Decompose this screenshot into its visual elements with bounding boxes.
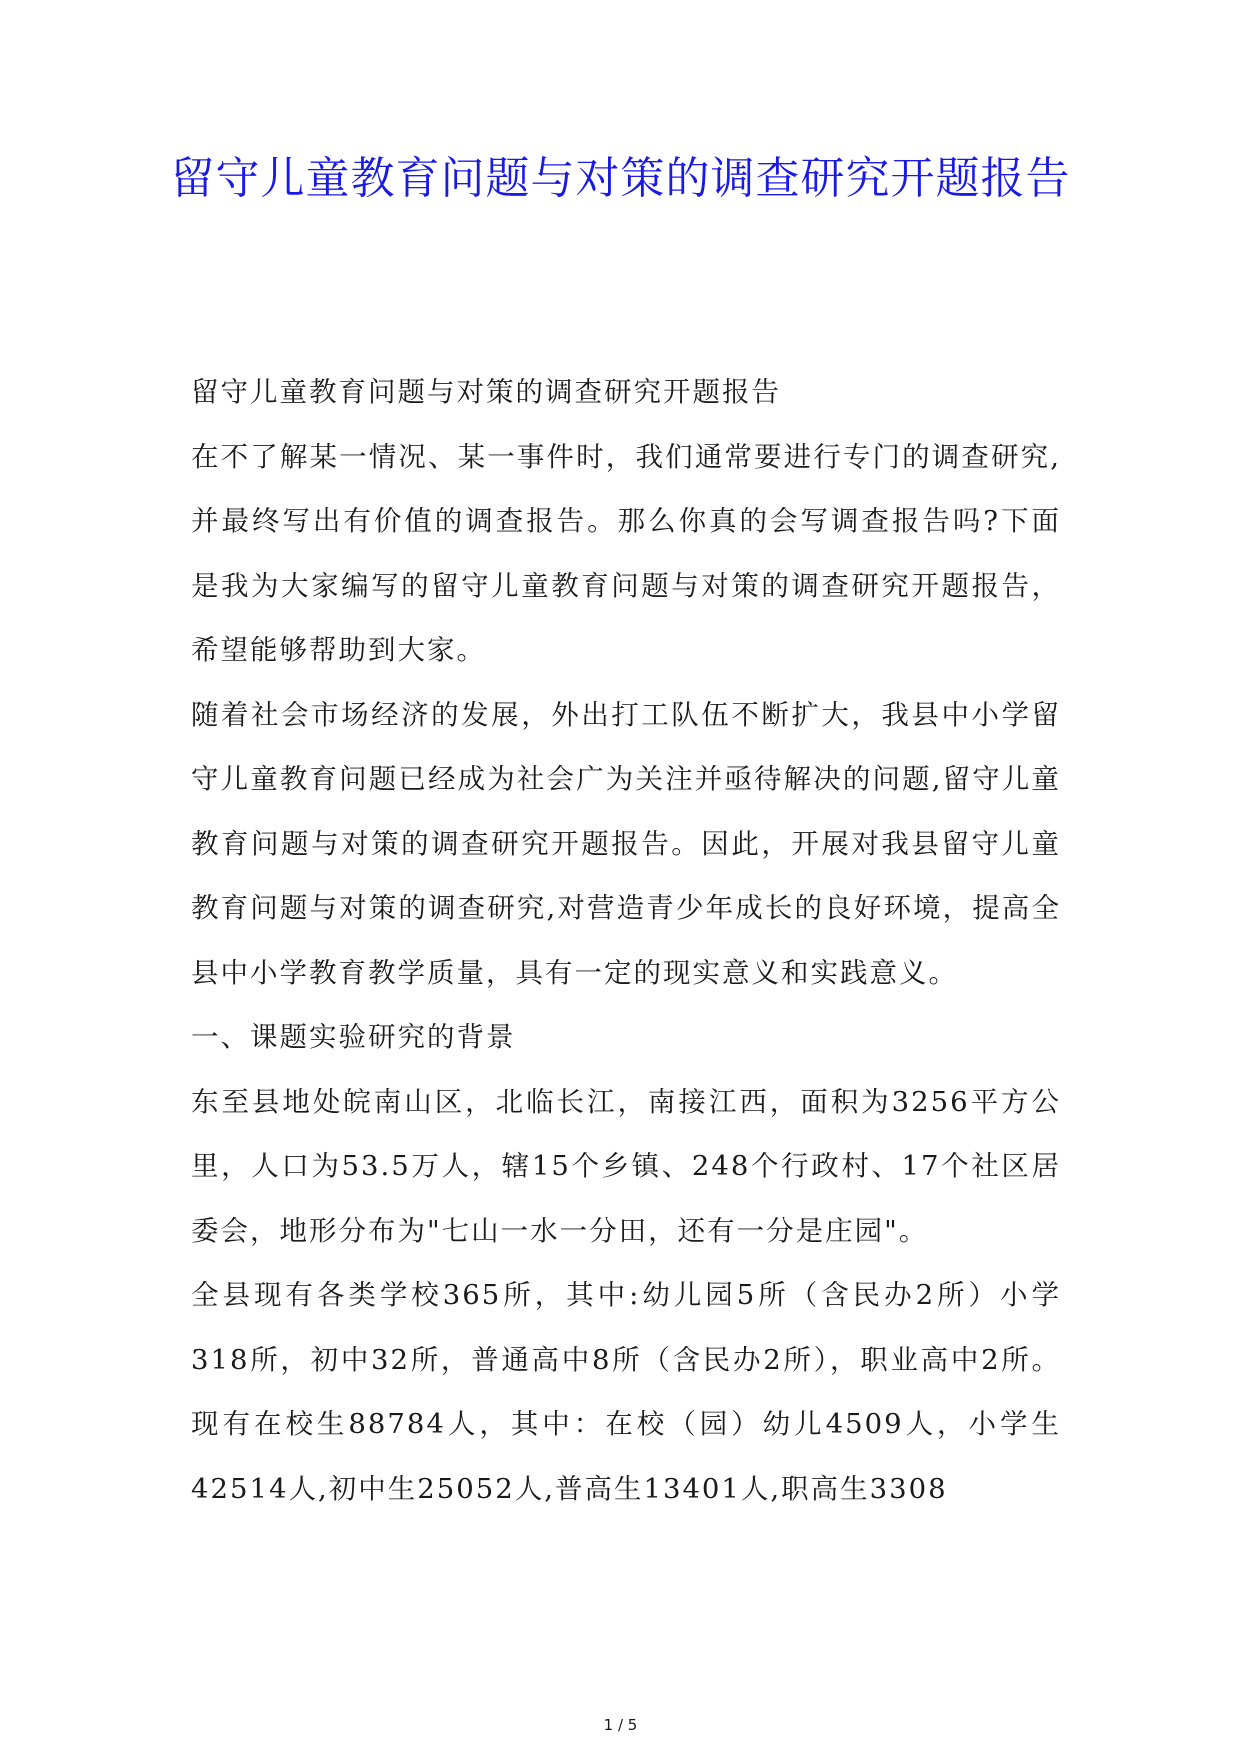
document-body [191, 360, 1061, 1521]
paragraph-significance: 随着社会市场经济的发展，外出打工队伍不断扩大，我县中小学留守儿童教育问题已经成为社会广为关注并亟待解决的问题,留守儿童教育问题与对策的调查研究开题报告。因此，开展对我县留守儿童教育问题与对策的调查研究,对营造青少年成长的良好环境，提高全县中小学教育教学质量，具有一定的现实意义和实践意义。 [191, 698, 1061, 989]
section-heading-background: 一、课题实验研究的背景 [191, 1021, 516, 1053]
paragraph-intro: 在不了解某一情况、某一事件时，我们通常要进行专门的调查研究,并最终写出有价值的调查报告。那么你真的会写调查报告吗?下面是我为大家编写的留守儿童教育问题与对策的调查研究开题报告，希望能够帮助到大家。 [191, 440, 1061, 666]
document-title: 留守儿童教育问题与对策的调查研究开题报告 [170, 153, 1071, 204]
paragraph-school-statistics: 全县现有各类学校365所，其中:幼儿园5所（含民办2所）小学318所，初中32所，普通高中8所（含民办2所），职业高中2所。现有在校生88784人，其中：在校（园）幼儿4509人，小学生42514人,初中生25052人,普高生13401人,职高生3308 [191, 1279, 1061, 1505]
paragraph-county-overview: 东至县地处皖南山区，北临长江，南接江西，面积为3256平方公里，人口为53.5万人，辖15个乡镇、248个行政村、17个社区居委会，地形分布为"七山一水一分田，还有一分是庄园"。 [191, 1085, 1061, 1247]
page-indicator: 1 / 5 [603, 1716, 638, 1734]
paragraph-subtitle: 留守儿童教育问题与对策的调查研究开题报告 [191, 376, 781, 408]
